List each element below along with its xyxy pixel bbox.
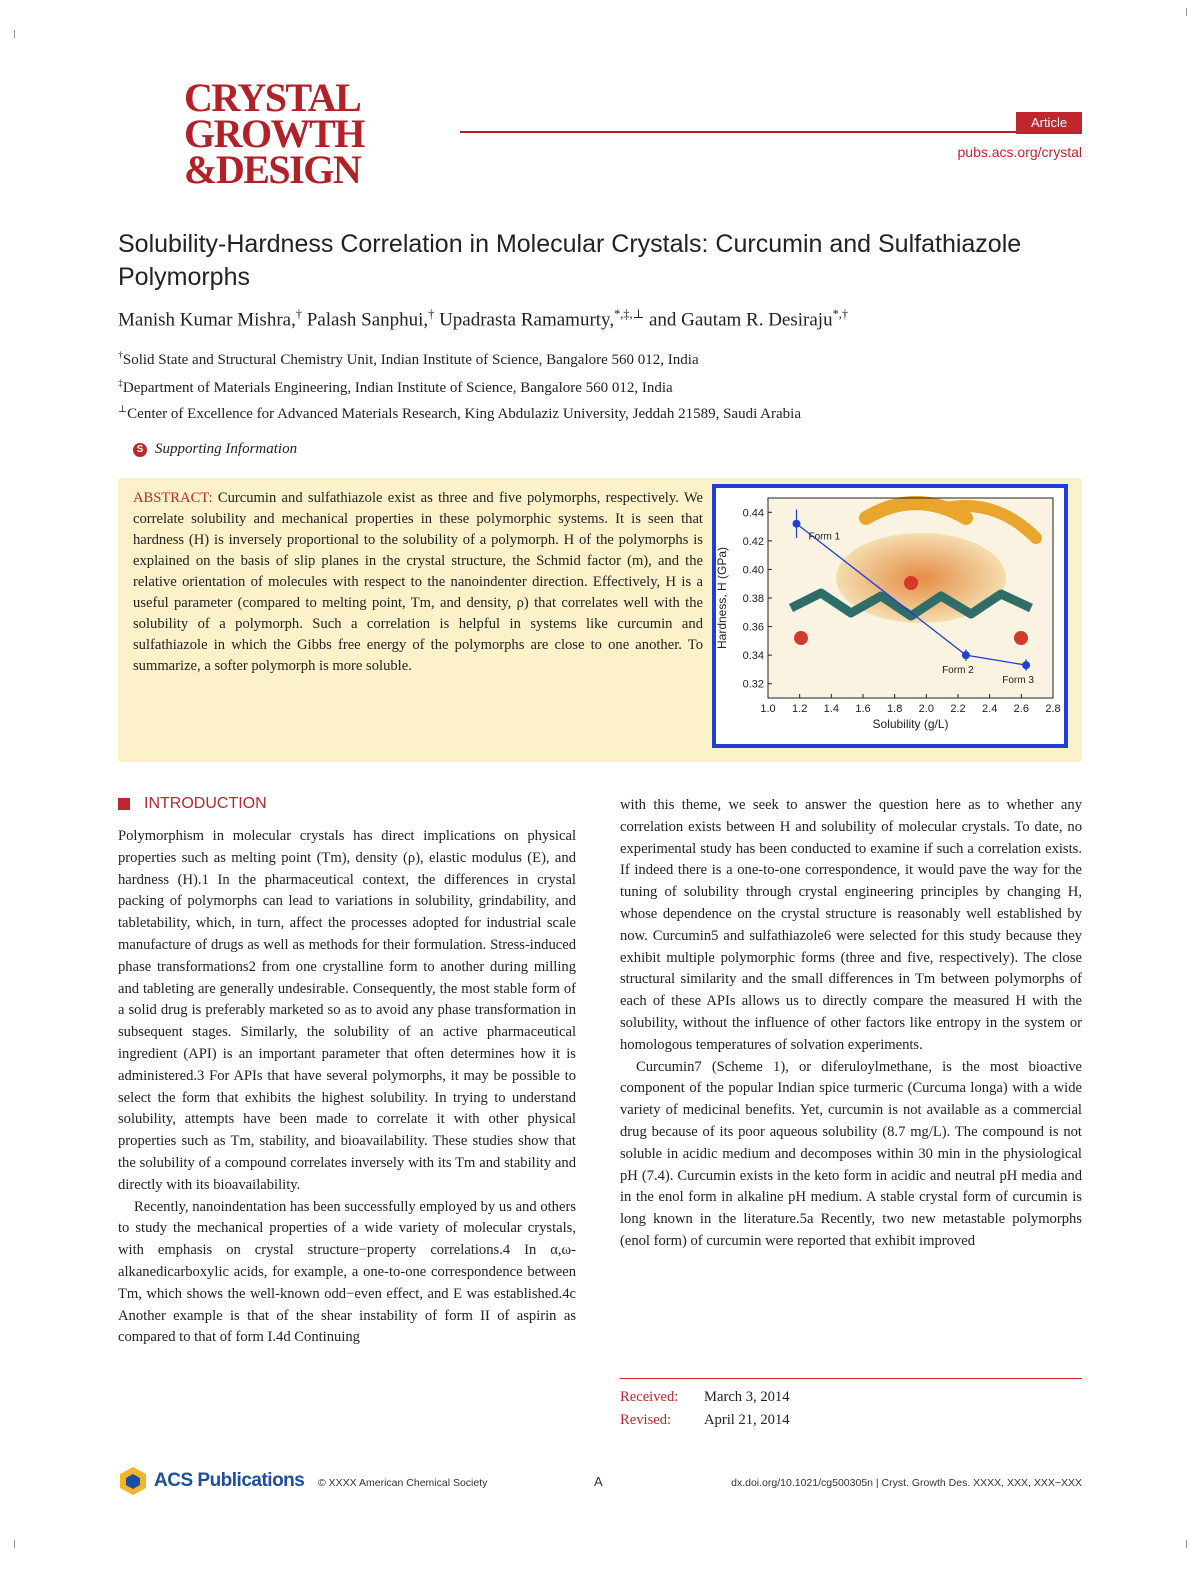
- abstract-label: ABSTRACT:: [133, 490, 213, 506]
- x-tick-label: 2.0: [918, 703, 934, 715]
- author-name: Upadrasta Ramamurty,: [434, 309, 615, 331]
- right-column: [620, 795, 1082, 1253]
- y-tick-label: 0.40: [742, 564, 764, 577]
- oxygen-atom-image: [1014, 631, 1028, 645]
- point-label: Form 1: [808, 531, 841, 543]
- copyright-notice: © XXXX American Chemical Society: [318, 1477, 488, 1489]
- data-point: [962, 651, 970, 659]
- received-date-row: [620, 1389, 790, 1406]
- x-tick-label: 2.6: [1013, 703, 1029, 715]
- affiliation-text: Solid State and Structural Chemistry Unit, Indian Institute of Science, Bangalore 560 012, India: [122, 352, 699, 368]
- x-tick-label: 2.4: [982, 703, 998, 715]
- x-tick-label: 1.2: [792, 703, 808, 715]
- hardness-solubility-chart: [716, 488, 1064, 744]
- author-name: and Gautam R. Desiraju: [644, 309, 833, 331]
- doi-citation[interactable]: dx.doi.org/10.1021/cg500305n | Cryst. Growth Des. XXXX, XXX, XXX−XXX: [731, 1477, 1082, 1489]
- journal-logo: [184, 75, 399, 192]
- x-tick-label: 1.8: [887, 703, 903, 715]
- paragraph: Recently, nanoindentation has been successfully employed by us and others to study the mechanical properties of a wide variety of molecular crystals, with emphasis on crystal structure−property correlations.4 In α,ω-alkanedicarboxylic acids, for example, a one-to-one correspondence between Tm, which shows the well-known odd−even effect, and E was established.4c Another example is that of the shear instability of form II of aspirin as compared to that of form I.4d Continuing: [118, 1198, 576, 1346]
- left-column: [118, 826, 576, 1349]
- logo-line: CRYSTAL: [184, 75, 361, 120]
- y-tick-label: 0.42: [742, 535, 764, 548]
- author-name: Manish Kumar Mishra,: [118, 309, 296, 331]
- supporting-information-link[interactable]: [133, 441, 297, 458]
- affiliation-text: Department of Materials Engineering, Indian Institute of Science, Bangalore 560 012, India: [122, 380, 673, 396]
- y-axis-label: Hardness, H (GPa): [716, 546, 729, 650]
- point-label: Form 3: [1002, 675, 1034, 687]
- y-tick-label: 0.34: [742, 650, 764, 663]
- journal-url[interactable]: pubs.acs.org/crystal: [957, 144, 1082, 160]
- author-marks: *,‡,⊥: [614, 307, 645, 321]
- affiliation-text: Center of Excellence for Advanced Materials Research, King Abdulaziz University, Jeddah 21589, Saudi Arabia: [127, 406, 801, 422]
- paragraph: with this theme, we seek to answer the question here as to whether any correlation exists between H and solubility of molecular crystals. To date, no experimental study has been conducted to examine if such a correlation exists. If indeed there is a one-to-one correspondence, it would pave the way for the tuning of solubility through crystal engineering principles by changing H, whose dependence on the crystal structure is reasonably well established by now. Curcumin5 and sulfathiazole6 were selected for this study because they exhibit multiple polymorphic forms (three and five, respectively). The close structural similarity and the small differences in Tm between polymorphs of each of these APIs allows us to directly compare the measured H with the solubility, without the influence of other factors like entropy in the system or homologous temperatures of solvation experiments.: [620, 797, 1082, 1053]
- crop-mark: [14, 1540, 15, 1548]
- supporting-info-label: Supporting Information: [155, 441, 298, 457]
- x-tick-label: 1.6: [855, 703, 871, 715]
- revised-date-row: [620, 1412, 790, 1429]
- section-title: INTRODUCTION: [144, 795, 267, 812]
- x-tick-label: 1.4: [823, 703, 839, 715]
- acs-hexagon-icon: [118, 1466, 148, 1496]
- affiliation-mark: ‡: [118, 378, 123, 389]
- abstract-body: Curcumin and sulfathiazole exist as three and five polymorphs, respectively. We correlate solubility and mechanical properties in these polymorphic systems. It is seen that hardness (H) is inversely proportional to the solubility of a polymorph. H of the polymorphs is explained on the basis of slip planes in the crystal structure, the Schmid factor (m), and the relative orientation of molecules with respect to the nanoindenter direction. Effectively, H is a useful parameter (compared to melting point, Tm, and density, ρ) that correlates well with the solubility of a polymorph. Such a correlation is helpful in systems like curcumin and sulfathiazole in which the Gibbs free energy of the polymorphs are close to one another. To summarize, a softer polymorph is more soluble.: [133, 490, 703, 674]
- y-tick-label: 0.38: [742, 593, 764, 605]
- revised-date: April 21, 2014: [704, 1412, 790, 1428]
- history-rule: [620, 1378, 1082, 1379]
- crop-mark: [1186, 1540, 1187, 1548]
- affiliation: [118, 350, 699, 369]
- paragraph: Curcumin7 (Scheme 1), or diferuloylmethane, is the most bioactive component of the popular Indian spice turmeric (Curcuma longa) with a wide variety of medicinal benefits. Yet, curcumin is not available as a commercial drug because of its poor aqueous solubility (8.7 mg/L). The compound is not soluble in acidic medium and decomposes within 30 min in the physiological pH (7.4). Curcumin exists in the keto form in acidic and neutral pH media and in the enol form in alkaline pH medium. A stable crystal form of curcumin is long known in the literature.5a Recently, two new metastable polymorphs (enol form) of curcumin were reported that exhibit improved: [620, 1058, 1082, 1249]
- author-list: [118, 307, 848, 331]
- author-marks: †: [428, 307, 435, 321]
- paper-title: Solubility-Hardness Correlation in Molecular Crystals: Curcumin and Sulfathiazole Polymorphs: [118, 230, 1022, 291]
- abstract-text: [133, 488, 703, 677]
- section-marker-icon: [118, 798, 130, 810]
- header-rule: [460, 131, 1082, 133]
- point-label: Form 2: [942, 665, 974, 677]
- author-marks: *,†: [832, 307, 849, 321]
- toc-graphic: [712, 484, 1068, 748]
- author-name: Palash Sanphui,: [302, 309, 429, 331]
- affiliation-mark: ⊥: [118, 404, 128, 415]
- affiliation: [118, 404, 801, 423]
- oxygen-atom-image: [904, 576, 918, 590]
- revised-label: Revised:: [620, 1412, 672, 1428]
- affiliation-mark: †: [118, 350, 123, 361]
- data-point: [1022, 661, 1030, 669]
- publisher-name: ACS Publications: [154, 1470, 305, 1491]
- acs-publications-logo: [118, 1466, 304, 1496]
- received-label: Received:: [620, 1389, 679, 1405]
- y-tick-label: 0.36: [742, 621, 764, 634]
- logo-line: &DESIGN: [184, 147, 361, 192]
- page-number: A: [594, 1474, 603, 1489]
- article-type-badge: Article: [1016, 112, 1082, 134]
- x-tick-label: 2.2: [950, 703, 966, 715]
- author-marks: †: [295, 307, 303, 321]
- y-tick-label: 0.44: [742, 507, 764, 520]
- affiliation: [118, 378, 673, 397]
- logo-line: GROWTH: [184, 111, 364, 156]
- data-point: [793, 520, 801, 528]
- crop-mark: [14, 30, 15, 38]
- x-tick-label: 1.0: [760, 703, 776, 715]
- paragraph: Polymorphism in molecular crystals has direct implications on physical properties such as melting point (Tm), density (ρ), elastic modulus (E), and hardness (H).1 In the pharmaceutical context, the differences in crystal packing of polymorphs can lead to variations in solubility, grindability, and tabletability, which, in turn, affect the processes adopted for industrial scale manufacture of drugs as well as methods for their formulation. Stress-induced phase transformations2 from one crystalline form to another during milling and tableting are generally undesirable. Consequently, the most stable form of a solid drug is preferably marketed so as to avoid any phase transformation in subsequent stages. Similarly, the solubility of an active pharmaceutical ingredient (API) is an important parameter that often determines how it is administered.3 For APIs that have several polymorphs, it may be possible to select the form that exhibits the highest solubility. In trying to understand solubility, attempts have been made to correlate it with other physical properties such as Tm, stability, and bioavailability. These studies show that the solubility of a compound correlates inversely with its Tm and stability and directly with its bioavailability.: [118, 828, 576, 1193]
- oxygen-atom-image: [794, 631, 808, 645]
- received-date: March 3, 2014: [704, 1389, 790, 1405]
- crop-mark: [1186, 8, 1187, 16]
- supporting-info-icon: S: [133, 443, 147, 457]
- x-axis-label: Solubility (g/L): [872, 717, 949, 731]
- y-tick-label: 0.32: [742, 678, 764, 691]
- section-heading: [118, 795, 267, 813]
- x-tick-label: 2.8: [1045, 703, 1061, 715]
